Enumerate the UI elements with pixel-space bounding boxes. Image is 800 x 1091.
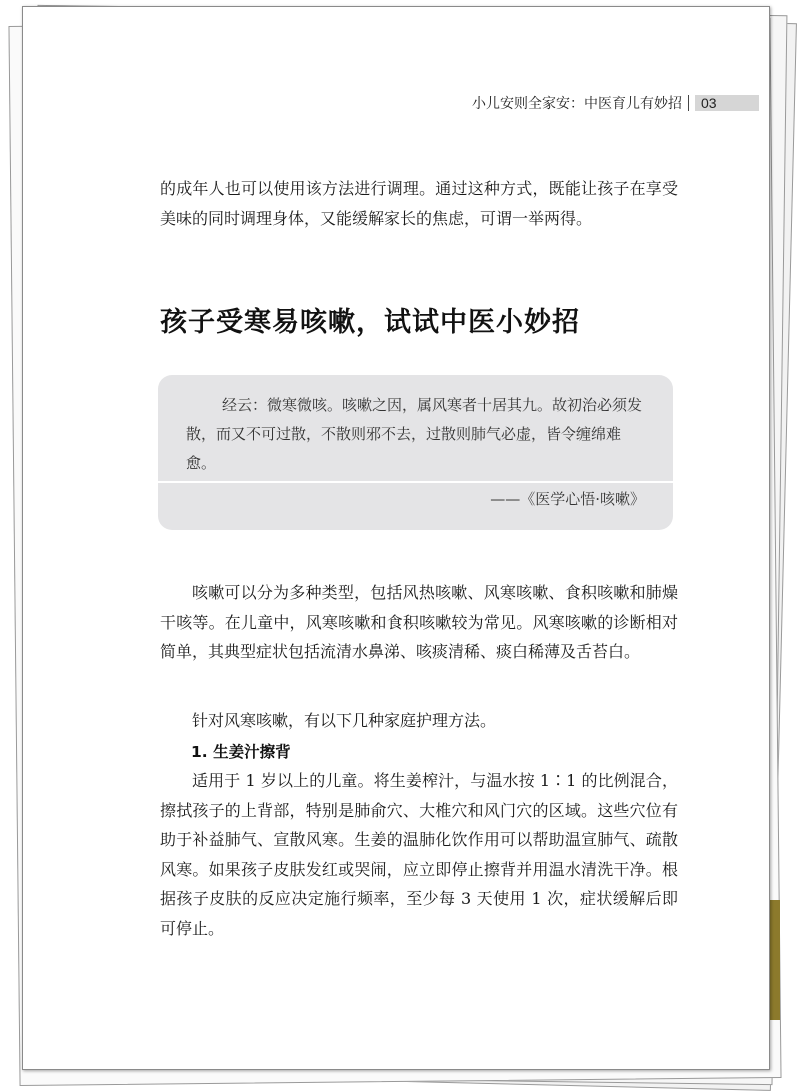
quote-source: ——《医学心悟·咳嗽》 (490, 490, 645, 508)
running-header (472, 93, 759, 113)
header-divider (688, 95, 689, 111)
page-number: 03 (695, 95, 759, 111)
intro-paragraph: 的成年人也可以使用该方法进行调理。通过这种方式，既能让孩子在享受美味的同时调理身体，又能缓解家长的焦虑，可谓一举两得。 (160, 179, 678, 228)
book-title: 小儿安则全家安：中医育儿有妙招 (472, 96, 682, 112)
quote-box (158, 375, 673, 530)
body-paragraph: 针对风寒咳嗽，有以下几种家庭护理方法。 (192, 711, 497, 730)
quote-divider (158, 481, 673, 483)
subheading: 1. 生姜汁擦背 (191, 743, 291, 761)
section-title: 孩子受寒易咳嗽，试试中医小妙招 (160, 307, 580, 338)
body-paragraph: 适用于 1 岁以上的儿童。将生姜榨汁，与温水按 1∶1 的比例混合，擦拭孩子的上背部，特别是肺俞穴、大椎穴和风门穴的区域。这些穴位有助于补益肺气、宣散风寒。生姜的温肺化饮作用可以帮助温宣肺气、疏散风寒。如果孩子皮肤发红或哭闹，应立即停止擦背并用温水清洗干净。根据孩子皮肤的反应决定施行频率，至少每 3 天使用 1 次，症状缓解后即可停止。 (160, 771, 678, 938)
quote-text: 经云：微寒微咳。咳嗽之因，属风寒者十居其九。故初治必须发散，而又不可过散，不散则邪不去，过散则肺气必虚，皆令缠绵难愈。 (186, 396, 643, 472)
body-paragraph: 咳嗽可以分为多种类型，包括风热咳嗽、风寒咳嗽、食积咳嗽和肺燥干咳等。在儿童中，风寒咳嗽和食积咳嗽较为常见。风寒咳嗽的诊断相对简单，其典型症状包括流清水鼻涕、咳痰清稀、痰白稀薄及舌苔白。 (160, 583, 678, 661)
book-page (22, 6, 770, 1070)
